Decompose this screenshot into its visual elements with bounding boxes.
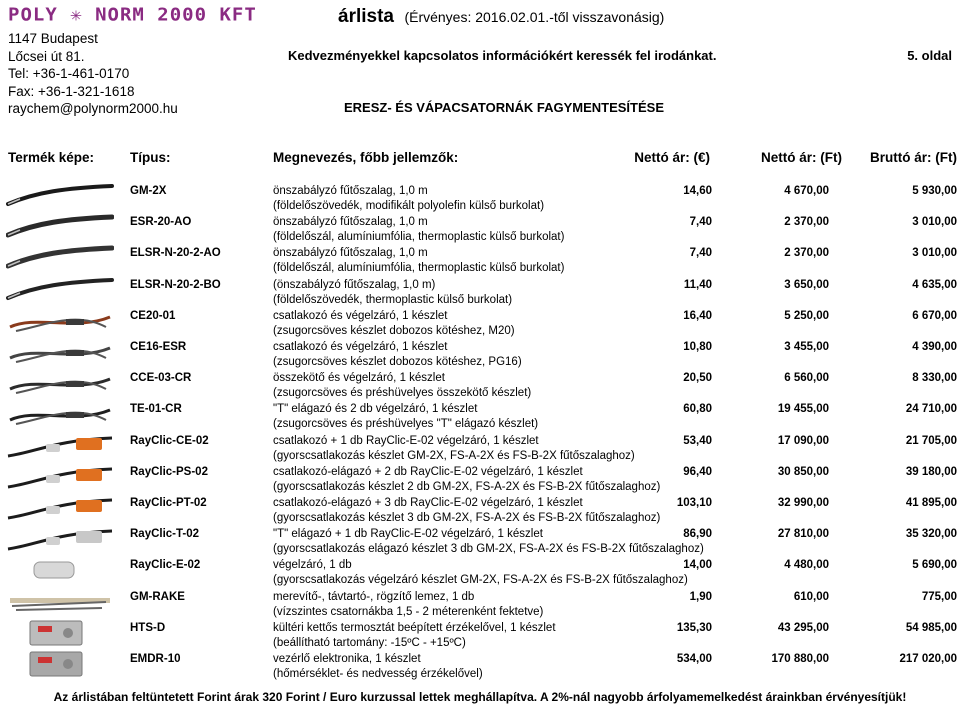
product-type: ELSR-N-20-2-BO <box>130 278 221 291</box>
price-net-ft: 3 455,00 <box>784 341 829 353</box>
price-gross-ft: 3 010,00 <box>912 247 957 260</box>
price-list-title: árlista <box>338 6 394 27</box>
product-type: HTS-D <box>130 621 166 634</box>
product-image <box>6 307 114 335</box>
address-line: Lőcsei út 81. <box>8 48 85 64</box>
price-net-ft: 2 370,00 <box>784 247 829 260</box>
product-type: EMDR-10 <box>130 653 181 665</box>
product-image <box>6 432 114 460</box>
product-image <box>6 276 114 304</box>
product-detail: (vízszintes csatornákba 1,5 - 2 méterenként fektetve) <box>273 605 544 618</box>
product-type: GM-RAKE <box>130 590 185 603</box>
product-type: ESR-20-AO <box>130 216 192 229</box>
price-gross-ft: 35 320,00 <box>905 528 957 541</box>
product-image <box>6 182 114 210</box>
col-header-type: Típus: <box>130 150 171 165</box>
product-image <box>6 463 114 491</box>
product-name: végelzáró, 1 db <box>273 559 352 572</box>
product-name: (önszabályzó fűtőszalag, 1,0 m) <box>273 278 436 291</box>
price-net-eur: 60,80 <box>683 403 712 416</box>
price-net-eur: 1,90 <box>689 590 712 603</box>
product-name: "T" elágazó és 2 db végelzáró, 1 készlet <box>273 403 478 416</box>
product-type: CE16-ESR <box>130 341 187 353</box>
product-type: RayClic-PS-02 <box>130 465 208 478</box>
price-net-ft: 27 810,00 <box>777 528 829 541</box>
col-header-image: Termék képe: <box>8 150 95 165</box>
col-header-net-eur: Nettó ár: (€) <box>634 150 710 165</box>
product-image <box>6 369 114 397</box>
price-gross-ft: 5 930,00 <box>912 185 957 197</box>
product-detail: (zsugorcsöves és préshüvelyes "T" elágazó készlet) <box>273 418 539 431</box>
page-title <box>338 6 664 28</box>
address-line: 1147 Budapest <box>8 31 98 46</box>
price-net-eur: 11,40 <box>683 278 712 291</box>
product-name: csatlakozó + 1 db RayClic-E-02 végelzáró, 1 készlet <box>273 434 539 447</box>
product-name: "T" elágazó + 1 db RayClic-E-02 végelzáró, 1 készlet <box>273 528 543 541</box>
price-gross-ft: 8 330,00 <box>912 372 957 385</box>
price-net-ft: 5 250,00 <box>784 309 829 322</box>
price-gross-ft: 24 710,00 <box>905 403 957 416</box>
price-net-ft: 30 850,00 <box>777 465 829 478</box>
product-type: RayClic-PT-02 <box>130 497 207 509</box>
product-type: RayClic-T-02 <box>130 528 200 541</box>
address-line: raychem@polynorm2000.hu <box>8 101 178 116</box>
col-header-net-ft: Nettó ár: (Ft) <box>761 150 842 165</box>
product-image <box>6 650 114 678</box>
product-detail: (hőmérséklet- és nedvesség érzékelővel) <box>273 668 483 680</box>
product-type: RayClic-E-02 <box>130 559 201 572</box>
product-name: önszabályzó fűtőszalag, 1,0 m <box>273 216 428 229</box>
price-gross-ft: 4 635,00 <box>912 278 957 291</box>
section-title: ERESZ- ÉS VÁPACSATORNÁK FAGYMENTESÍTÉSE <box>344 100 664 115</box>
price-net-ft: 43 295,00 <box>777 621 829 634</box>
product-name: önszabályzó fűtőszalag, 1,0 m <box>273 247 428 260</box>
validity-note: (Érvényes: 2016.02.01.-től visszavonásig) <box>404 9 665 25</box>
price-gross-ft: 21 705,00 <box>905 434 957 447</box>
price-net-eur: 103,10 <box>676 497 712 509</box>
product-image <box>6 338 114 366</box>
product-image <box>6 244 114 272</box>
price-net-eur: 20,50 <box>683 372 712 385</box>
address-line: Tel: +36-1-461-0170 <box>8 66 130 81</box>
product-name: csatlakozó és végelzáró, 1 készlet <box>273 341 448 353</box>
product-name: önszabályzó fűtőszalag, 1,0 m <box>273 185 428 197</box>
product-detail: (gyorscsatlakozás végelzáró készlet GM-2X, FS-A-2X és FS-B-2X fűtőszalaghoz) <box>273 574 688 587</box>
discount-info: Kedvezményekkel kapcsolatos információkért keressék fel irodánkat. <box>288 48 717 63</box>
product-name: csatlakozó-elágazó + 3 db RayClic-E-02 végelzáró, 1 készlet <box>273 497 583 509</box>
product-image <box>6 400 114 428</box>
price-net-eur: 96,40 <box>683 465 712 478</box>
product-name: vezérlő elektronika, 1 készlet <box>273 653 421 665</box>
product-image <box>6 525 114 553</box>
price-gross-ft: 775,00 <box>921 590 957 603</box>
product-detail: (gyorscsatlakozás készlet 2 db GM-2X, FS-A-2X és FS-B-2X fűtőszalaghoz) <box>273 480 661 493</box>
address-line: Fax: +36-1-321-1618 <box>8 83 135 99</box>
product-detail: (földelőszál, alumíniumfólia, thermoplastic külső burkolat) <box>273 231 565 244</box>
price-net-ft: 6 560,00 <box>784 372 829 385</box>
product-detail: (gyorscsatlakozás elágazó készlet 3 db GM-2X, FS-A-2X és FS-B-2X fűtőszalaghoz) <box>273 543 704 556</box>
price-net-ft: 610,00 <box>793 590 829 603</box>
product-detail: (beállítható tartomány: -15ºC - +15ºC) <box>273 636 466 649</box>
price-net-eur: 534,00 <box>676 653 712 665</box>
product-type: CCE-03-CR <box>130 372 192 385</box>
product-detail: (földelőszövedék, thermoplastic külső burkolat) <box>273 293 513 306</box>
product-name: csatlakozó-elágazó + 2 db RayClic-E-02 végelzáró, 1 készlet <box>273 465 583 478</box>
price-gross-ft: 4 390,00 <box>912 341 957 353</box>
price-net-ft: 170 880,00 <box>771 653 829 665</box>
price-gross-ft: 217 020,00 <box>899 653 957 665</box>
price-net-eur: 53,40 <box>683 434 712 447</box>
product-type: RayClic-CE-02 <box>130 434 209 447</box>
price-net-eur: 86,90 <box>683 528 712 541</box>
product-type: TE-01-CR <box>130 403 182 416</box>
price-net-ft: 32 990,00 <box>777 497 829 509</box>
product-image <box>6 494 114 522</box>
product-type: GM-2X <box>130 185 167 197</box>
company-logo: POLY ✳ NORM 2000 KFT <box>8 4 257 26</box>
price-net-eur: 14,00 <box>683 559 712 572</box>
product-image <box>6 556 114 584</box>
price-net-eur: 7,40 <box>689 216 712 229</box>
price-gross-ft: 3 010,00 <box>912 216 957 229</box>
price-gross-ft: 6 670,00 <box>912 309 957 322</box>
price-net-eur: 135,30 <box>676 621 712 634</box>
product-image <box>6 619 114 647</box>
product-detail: (gyorscsatlakozás készlet GM-2X, FS-A-2X és FS-B-2X fűtőszalaghoz) <box>273 449 635 462</box>
exchange-rate-footer: Az árlistában feltüntetett Forint árak 320 Forint / Euro kurzussal lettek meghállapítva. A 2%-nál nagyobb árfolyamemelkedést árainkban érvényesítjük! <box>53 690 907 704</box>
price-gross-ft: 41 895,00 <box>905 497 957 509</box>
product-type: ELSR-N-20-2-AO <box>130 247 221 260</box>
price-gross-ft: 39 180,00 <box>905 465 957 478</box>
product-image <box>6 213 114 241</box>
product-name: merevítő-, távtartó-, rögzítő lemez, 1 db <box>273 590 475 603</box>
price-net-eur: 14,60 <box>683 185 712 197</box>
price-net-eur: 16,40 <box>683 309 712 322</box>
product-name: csatlakozó és végelzáró, 1 készlet <box>273 309 448 322</box>
page-number: 5. oldal <box>907 48 952 63</box>
price-net-ft: 3 650,00 <box>784 278 829 291</box>
price-net-ft: 17 090,00 <box>777 434 829 447</box>
product-detail: (zsugorcsöves készlet dobozos kötéshez, M20) <box>273 324 515 337</box>
price-net-eur: 10,80 <box>683 341 712 353</box>
product-detail: (gyorscsatlakozás készlet 3 db GM-2X, FS-A-2X és FS-B-2X fűtőszalaghoz) <box>273 512 661 524</box>
product-detail: (zsugorcsöves és préshüvelyes összekötő készlet) <box>273 387 532 400</box>
price-gross-ft: 54 985,00 <box>905 621 957 634</box>
product-type: CE20-01 <box>130 309 176 322</box>
col-header-gross-ft: Bruttó ár: (Ft) <box>870 150 957 165</box>
product-name: összekötő és végelzáró, 1 készlet <box>273 372 445 385</box>
price-net-ft: 4 670,00 <box>784 185 829 197</box>
price-net-ft: 2 370,00 <box>784 216 829 229</box>
price-net-eur: 7,40 <box>689 247 712 260</box>
price-gross-ft: 5 690,00 <box>912 559 957 572</box>
product-image <box>6 588 114 616</box>
product-name: kültéri kettős termosztát beépített érzékelővel, 1 készlet <box>273 621 556 634</box>
col-header-name: Megnevezés, főbb jellemzők: <box>273 150 459 165</box>
product-detail: (földelőszál, alumíniumfólia, thermoplastic külső burkolat) <box>273 262 565 275</box>
price-net-ft: 4 480,00 <box>784 559 829 572</box>
product-detail: (földelőszövedék, modifikált polyolefin külső burkolat) <box>273 200 545 212</box>
product-detail: (zsugorcsöves készlet dobozos kötéshez, PG16) <box>273 356 522 368</box>
price-net-ft: 19 455,00 <box>777 403 829 416</box>
